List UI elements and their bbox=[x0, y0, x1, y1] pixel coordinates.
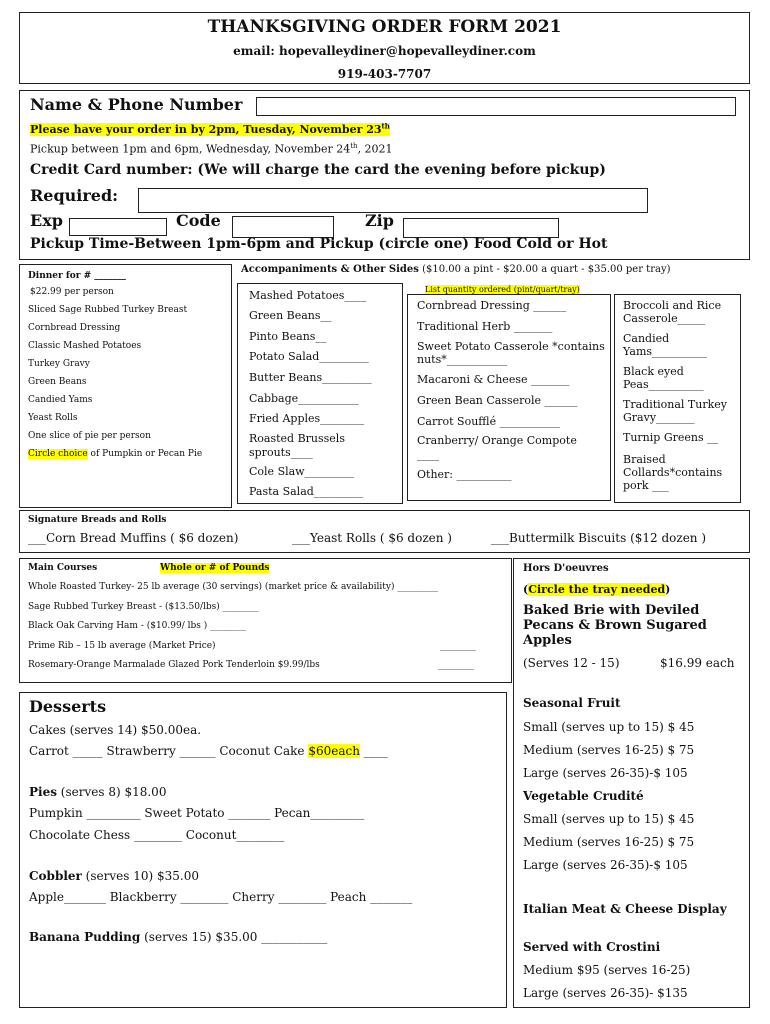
veg-title: Vegetable Crudité bbox=[523, 789, 644, 803]
dinner-item: Candied Yams bbox=[28, 395, 93, 405]
main-item: Black Oak Carving Ham - ($10.99/ lbs ) ________ bbox=[28, 621, 247, 631]
side-item: Cabbage___________ bbox=[249, 392, 359, 405]
fruit-item: Medium (serves 16-25) $ 75 bbox=[523, 743, 695, 757]
main-courses-box bbox=[19, 558, 512, 683]
bread-item: ___Corn Bread Muffins ( $6 dozen) bbox=[28, 531, 239, 545]
credit-card-label: Credit Card number: (We will charge the card the evening before pickup) bbox=[30, 162, 606, 178]
side-item: Potato Salad_________ bbox=[249, 350, 369, 363]
side-item: Candied Yams__________ bbox=[623, 332, 708, 358]
side-item: Cole Slaw_________ bbox=[249, 465, 355, 478]
brie-serves: (Serves 12 - 15) bbox=[523, 656, 620, 670]
pies-info: Pies (serves 8) $18.00 bbox=[29, 785, 167, 799]
zip-label: Zip bbox=[365, 211, 394, 230]
italian-item: Medium $95 (serves 16-25) bbox=[523, 963, 691, 977]
main-item: Whole Roasted Turkey- 25 lb average (30 servings) (market price & availability) _________ bbox=[28, 582, 438, 592]
main-item: Prime Rib – 15 lb average (Market Price) bbox=[28, 641, 216, 651]
phone-text: 919-403-7707 bbox=[337, 67, 432, 81]
cakes-info: Cakes (serves 14) $50.00ea. bbox=[29, 723, 202, 737]
bread-item: ___Buttermilk Biscuits ($12 dozen ) bbox=[491, 531, 707, 545]
fruit-item: Small (serves up to 15) $ 45 bbox=[523, 720, 695, 734]
crostini-note: Served with Crostini bbox=[523, 940, 661, 954]
side-item: Braised Collards*contains pork ___ bbox=[623, 453, 723, 492]
form-title: THANKSGIVING ORDER FORM 2021 bbox=[207, 17, 562, 37]
cobbler-info: Cobbler (serves 10) $35.00 bbox=[29, 869, 199, 883]
main-courses-note: Whole or # of Pounds bbox=[160, 563, 270, 573]
sides-title: Accompaniments & Other Sides ($10.00 a pint - $20.00 a quart - $35.00 per tray) bbox=[241, 264, 671, 275]
hors-title: Hors D'oeuvres bbox=[523, 563, 609, 574]
sides-col-3 bbox=[614, 294, 741, 503]
side-item: Cornbread Dressing ______ bbox=[417, 299, 567, 312]
side-item: Fried Apples________ bbox=[249, 412, 365, 425]
header-box bbox=[19, 12, 750, 84]
name-phone-field[interactable] bbox=[256, 97, 736, 116]
italian-item: Large (serves 26-35)- $135 bbox=[523, 986, 688, 1000]
dinner-title: Dinner for # _______ bbox=[28, 271, 126, 281]
brie-price: $16.99 each bbox=[660, 656, 735, 670]
veg-item: Medium (serves 16-25) $ 75 bbox=[523, 835, 695, 849]
email-text: email: hopevalleydiner@hopevalleydiner.com bbox=[233, 44, 536, 58]
dinner-item: One slice of pie per person bbox=[28, 431, 151, 441]
dinner-box bbox=[19, 264, 232, 508]
side-item: Mashed Potatoes____ bbox=[249, 289, 367, 302]
dinner-item: Turkey Gravy bbox=[28, 359, 90, 369]
breads-title: Signature Breads and Rolls bbox=[28, 515, 167, 525]
side-item: Sweet Potato Casserole *contains nuts*___________ bbox=[417, 340, 605, 366]
side-item: Broccoli and Rice Casserole_____ bbox=[623, 299, 722, 325]
side-item: Green Bean Casserole ______ bbox=[417, 394, 578, 407]
sides-col-1 bbox=[237, 283, 403, 504]
side-item: Butter Beans_________ bbox=[249, 371, 372, 384]
italian-title: Italian Meat & Cheese Display bbox=[523, 902, 727, 916]
customer-info-box bbox=[19, 90, 750, 260]
exp-field[interactable] bbox=[69, 218, 167, 236]
pies-line: Chocolate Chess ________ Coconut________ bbox=[29, 828, 285, 842]
exp-label: Exp bbox=[30, 211, 63, 230]
side-item: Other: __________ bbox=[417, 468, 512, 481]
dinner-item: Green Beans bbox=[28, 377, 87, 387]
side-item: Pasta Salad_________ bbox=[249, 485, 364, 498]
name-phone-label: Name & Phone Number bbox=[30, 95, 243, 114]
side-item: Pinto Beans__ bbox=[249, 330, 327, 343]
zip-field[interactable] bbox=[403, 218, 559, 238]
side-item: Traditional Turkey Gravy_______ bbox=[623, 398, 728, 424]
side-item: Cranberry/ Orange Compote ____ bbox=[417, 434, 577, 461]
fruit-title: Seasonal Fruit bbox=[523, 696, 621, 710]
cakes-line: Carrot _____ Strawberry ______ Coconut Cake $60each ____ bbox=[29, 744, 388, 758]
dinner-item: Sliced Sage Rubbed Turkey Breast bbox=[28, 305, 188, 315]
pudding-info: Banana Pudding (serves 15) $35.00 ___________ bbox=[29, 930, 328, 944]
circle-tray-note: (Circle the tray needed) bbox=[523, 583, 671, 596]
dinner-price: $22.99 per person bbox=[30, 287, 114, 297]
main-blank: ________ bbox=[438, 660, 474, 670]
side-item: Black eyed Peas__________ bbox=[623, 365, 704, 391]
desserts-title: Desserts bbox=[29, 697, 107, 716]
quantity-note: List quantity ordered (pint/quart/tray) bbox=[425, 285, 580, 294]
side-item: Carrot Soufflé ___________ bbox=[417, 415, 561, 428]
credit-card-field[interactable] bbox=[138, 188, 648, 213]
order-deadline: Please have your order in by 2pm, Tuesday, November 23th bbox=[30, 121, 390, 136]
required-label: Required: bbox=[30, 186, 119, 205]
breads-box bbox=[19, 510, 750, 553]
veg-item: Large (serves 26-35)-$ 105 bbox=[523, 858, 688, 872]
dinner-item: Classic Mashed Potatoes bbox=[28, 341, 142, 351]
fruit-item: Large (serves 26-35)-$ 105 bbox=[523, 766, 688, 780]
side-item: Green Beans__ bbox=[249, 309, 332, 322]
pie-choice: Circle choice of Pumpkin or Pecan Pie bbox=[28, 449, 203, 459]
code-field[interactable] bbox=[232, 216, 334, 238]
cobbler-line: Apple_______ Blackberry ________ Cherry ________ Peach _______ bbox=[29, 890, 413, 904]
veg-item: Small (serves up to 15) $ 45 bbox=[523, 812, 695, 826]
code-label: Code bbox=[176, 211, 221, 230]
pies-line: Pumpkin _________ Sweet Potato _______ Pecan_________ bbox=[29, 806, 365, 820]
side-item: Roasted Brussels sprouts____ bbox=[249, 432, 345, 459]
side-item: Traditional Herb _______ bbox=[417, 320, 553, 333]
hors-doeuvres-box bbox=[513, 558, 750, 1008]
side-item: Turnip Greens __ bbox=[623, 431, 719, 444]
desserts-box bbox=[19, 692, 507, 1008]
bread-item: ___Yeast Rolls ( $6 dozen ) bbox=[292, 531, 452, 545]
dinner-item: Yeast Rolls bbox=[28, 413, 78, 423]
main-item: Sage Rubbed Turkey Breast - ($13.50/lbs) ________ bbox=[28, 602, 259, 612]
pickup-date: Pickup between 1pm and 6pm, Wednesday, November 24th, 2021 bbox=[30, 142, 393, 156]
main-item: Rosemary-Orange Marmalade Glazed Pork Tenderloin $9.99/lbs bbox=[28, 660, 320, 670]
pickup-time: Pickup Time-Between 1pm-6pm and Pickup (circle one) Food Cold or Hot bbox=[30, 236, 608, 252]
side-item: Macaroni & Cheese _______ bbox=[417, 373, 570, 386]
sides-col-2 bbox=[407, 294, 611, 501]
main-courses-title: Main Courses bbox=[28, 563, 98, 573]
brie-title: Baked Brie with Deviled Pecans & Brown Sugared Apples bbox=[523, 603, 707, 648]
dinner-item: Cornbread Dressing bbox=[28, 323, 121, 333]
main-blank: ________ bbox=[440, 641, 476, 651]
